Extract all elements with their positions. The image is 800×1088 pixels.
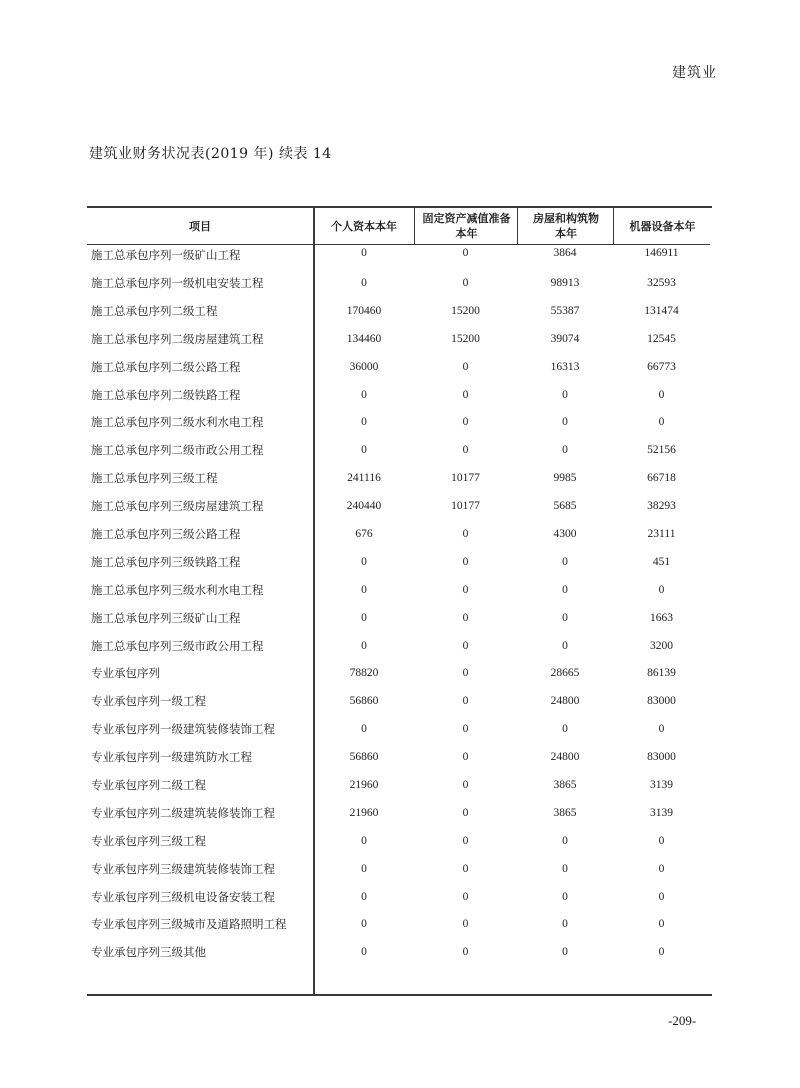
table-row	[87, 771, 710, 799]
table-header	[87, 208, 710, 245]
row-label: 专业承包序列三级机电设备安装工程	[91, 891, 275, 904]
personal-capital-value: 0	[361, 444, 367, 457]
personal-capital-value: 0	[361, 388, 367, 401]
machinery-value: 3139	[650, 778, 673, 791]
machinery-value: 0	[658, 388, 665, 401]
machinery-value: 0	[658, 834, 665, 847]
table-row	[87, 520, 710, 548]
personal-capital-value: 0	[361, 611, 367, 624]
asset-impairment-value: 0	[462, 360, 469, 373]
asset-impairment-value: 0	[462, 583, 469, 596]
personal-capital-value: 0	[361, 834, 367, 847]
buildings-value: 5685	[553, 500, 577, 513]
buildings-value: 0	[562, 444, 568, 457]
personal-capital-value: 78820	[349, 667, 379, 680]
machinery-value: 1663	[650, 611, 673, 624]
asset-impairment-value: 15200	[451, 332, 480, 345]
row-label: 施工总承包序列三级公路工程	[91, 528, 241, 541]
machinery-value: 0	[658, 723, 665, 736]
asset-impairment-value: 0	[462, 639, 469, 652]
personal-capital-value: 241116	[347, 472, 381, 485]
asset-impairment-value: 0	[462, 862, 469, 875]
personal-capital-value: 0	[361, 583, 367, 596]
buildings-value: 3865	[553, 778, 577, 791]
table-row	[87, 492, 710, 520]
machinery-value: 32593	[647, 276, 676, 289]
machinery-value: 0	[658, 946, 665, 959]
machinery-value: 12545	[647, 332, 676, 345]
machinery-value: 66773	[647, 360, 676, 373]
row-label: 施工总承包序列三级水利水电工程	[91, 584, 264, 597]
asset-impairment-value: 0	[462, 555, 469, 568]
buildings-value: 0	[562, 918, 568, 931]
buildings-value: 3865	[553, 806, 577, 819]
asset-impairment-value: 0	[462, 247, 469, 259]
table-row	[87, 883, 710, 911]
table-row	[87, 464, 710, 492]
machinery-value: 83000	[647, 751, 676, 764]
personal-capital-value: 240440	[346, 500, 382, 513]
machinery-value: 3139	[650, 806, 673, 819]
asset-impairment-value: 0	[462, 388, 469, 401]
table-row	[87, 408, 710, 436]
row-label: 专业承包序列	[91, 668, 160, 681]
personal-capital-value: 56860	[349, 695, 379, 708]
machinery-value: 86139	[647, 667, 676, 680]
asset-impairment-value: 0	[462, 834, 469, 847]
asset-impairment-value: 0	[462, 416, 469, 429]
personal-capital-value: 0	[361, 639, 367, 652]
buildings-value: 39074	[550, 332, 580, 345]
asset-impairment-value: 0	[462, 806, 469, 819]
row-label: 施工总承包序列二级房屋建筑工程	[91, 333, 264, 346]
asset-impairment-value: 0	[462, 778, 469, 791]
row-label: 专业承包序列三级其他	[91, 947, 206, 960]
row-label: 专业承包序列三级工程	[91, 835, 206, 848]
table-body	[87, 245, 710, 966]
table-row	[87, 297, 710, 325]
row-label: 专业承包序列三级建筑装修装饰工程	[91, 863, 275, 876]
buildings-value: 24800	[550, 751, 580, 764]
buildings-value: 0	[562, 583, 568, 596]
personal-capital-value: 676	[355, 527, 373, 540]
personal-capital-value: 0	[361, 247, 367, 259]
running-head: 建筑业	[672, 65, 717, 81]
personal-capital-value: 170460	[346, 304, 382, 317]
table-row	[87, 715, 710, 743]
table-row	[87, 269, 710, 297]
data-table	[87, 206, 712, 996]
personal-capital-value: 0	[361, 946, 367, 959]
machinery-value: 146911	[644, 247, 679, 259]
machinery-value: 0	[658, 583, 665, 596]
header-personal-capital: 个人资本本年	[331, 219, 397, 233]
buildings-value: 0	[562, 639, 568, 652]
asset-impairment-value: 0	[462, 751, 469, 764]
row-label: 专业承包序列一级建筑装修装饰工程	[91, 724, 275, 737]
table-row	[87, 799, 710, 827]
buildings-value: 0	[562, 723, 568, 736]
row-label: 专业承包序列三级城市及道路照明工程	[91, 919, 287, 932]
row-label: 施工总承包序列一级矿山工程	[91, 250, 241, 262]
asset-impairment-value: 0	[462, 667, 469, 680]
personal-capital-value: 0	[361, 555, 367, 568]
row-label: 施工总承包序列二级工程	[91, 305, 218, 318]
row-label: 专业承包序列一级建筑防水工程	[91, 752, 252, 765]
table-row	[87, 855, 710, 883]
row-label: 专业承包序列二级建筑装修装饰工程	[91, 807, 275, 820]
row-label: 施工总承包序列三级市政公用工程	[91, 640, 264, 653]
table-row	[87, 576, 710, 604]
row-label: 施工总承包序列二级水利水电工程	[91, 417, 264, 430]
buildings-value: 0	[562, 834, 568, 847]
personal-capital-value: 0	[361, 276, 367, 289]
asset-impairment-value: 0	[462, 444, 469, 457]
buildings-value: 0	[562, 416, 568, 429]
row-label: 施工总承包序列三级工程	[91, 473, 218, 486]
personal-capital-value: 134460	[346, 332, 382, 345]
table-row	[87, 827, 710, 855]
table-row	[87, 632, 710, 660]
machinery-value: 66718	[647, 472, 676, 485]
buildings-value: 0	[562, 388, 568, 401]
buildings-value: 9985	[553, 472, 577, 485]
table-title: 建筑业财务状况表(2019 年) 续表 14	[89, 146, 332, 162]
buildings-value: 0	[562, 890, 568, 903]
personal-capital-value: 36000	[349, 360, 379, 373]
personal-capital-value: 0	[361, 416, 367, 429]
machinery-value: 0	[658, 416, 665, 429]
row-label: 施工总承包序列三级房屋建筑工程	[91, 501, 264, 514]
buildings-value: 98913	[550, 276, 580, 289]
row-label: 施工总承包序列一级机电安装工程	[91, 277, 264, 290]
asset-impairment-value: 0	[462, 527, 469, 540]
table-row	[87, 604, 710, 632]
header-item: 项目	[189, 219, 211, 233]
machinery-value: 23111	[647, 527, 676, 540]
row-label: 施工总承包序列二级铁路工程	[91, 389, 241, 402]
machinery-value: 131474	[644, 304, 679, 317]
asset-impairment-value: 0	[462, 918, 469, 931]
asset-impairment-value: 10177	[451, 472, 480, 485]
row-label: 施工总承包序列二级公路工程	[91, 361, 241, 374]
machinery-value: 52156	[647, 444, 676, 457]
row-label: 施工总承包序列三级铁路工程	[91, 556, 241, 569]
personal-capital-value: 0	[361, 890, 367, 903]
page-number: -209-	[668, 1013, 697, 1028]
table-row	[87, 687, 710, 715]
buildings-value: 55387	[550, 304, 580, 317]
asset-impairment-value: 0	[462, 611, 469, 624]
buildings-value: 0	[562, 555, 568, 568]
machinery-value: 0	[658, 862, 665, 875]
asset-impairment-value: 0	[462, 695, 469, 708]
row-label: 专业承包序列二级工程	[91, 779, 206, 792]
buildings-value: 28665	[550, 667, 580, 680]
buildings-value: 0	[562, 946, 568, 959]
buildings-value: 4300	[553, 527, 577, 540]
asset-impairment-value: 15200	[451, 304, 480, 317]
machinery-value: 0	[658, 918, 665, 931]
personal-capital-value: 0	[361, 723, 367, 736]
personal-capital-value: 0	[361, 918, 367, 931]
buildings-value: 0	[562, 611, 568, 624]
table-row	[87, 659, 710, 687]
row-label: 专业承包序列一级工程	[91, 696, 206, 709]
table-row	[87, 325, 710, 353]
table-row	[87, 381, 710, 409]
buildings-value: 0	[562, 862, 568, 875]
personal-capital-value: 21960	[349, 778, 379, 791]
machinery-value: 83000	[647, 695, 676, 708]
asset-impairment-value: 10177	[451, 500, 480, 513]
table-row	[87, 743, 710, 771]
table-row	[87, 245, 710, 269]
buildings-value: 16313	[550, 360, 580, 373]
buildings-value: 3864	[553, 247, 577, 259]
row-label: 施工总承包序列二级市政公用工程	[91, 445, 264, 458]
personal-capital-value: 56860	[349, 751, 379, 764]
personal-capital-value: 0	[361, 862, 367, 875]
asset-impairment-value: 0	[462, 890, 469, 903]
machinery-value: 38293	[647, 500, 676, 513]
asset-impairment-value: 0	[462, 723, 469, 736]
asset-impairment-value: 0	[462, 946, 469, 959]
row-label: 施工总承包序列三级矿山工程	[91, 612, 241, 625]
table-row	[87, 938, 710, 966]
table-row	[87, 436, 710, 464]
header-asset-impairment: 固定资产减值准备 本年	[414, 208, 518, 244]
table-row	[87, 548, 710, 576]
machinery-value: 451	[652, 555, 671, 568]
machinery-value: 3200	[650, 639, 673, 652]
buildings-value: 24800	[550, 695, 580, 708]
table-row	[87, 353, 710, 381]
asset-impairment-value: 0	[462, 276, 469, 289]
header-buildings: 房屋和构筑物 本年	[517, 208, 614, 244]
personal-capital-value: 21960	[349, 806, 379, 819]
header-machinery: 机器设备本年	[613, 208, 711, 244]
machinery-value: 0	[658, 890, 665, 903]
table-row	[87, 910, 710, 938]
